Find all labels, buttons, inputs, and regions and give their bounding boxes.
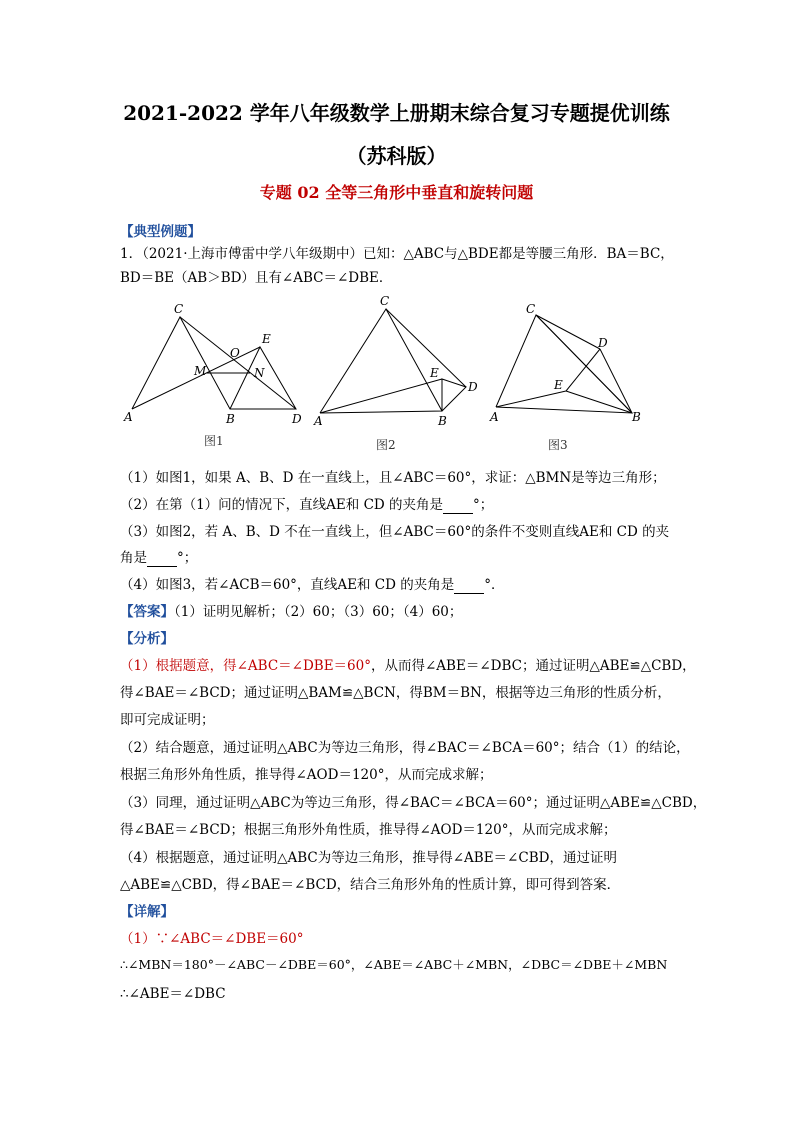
analysis-label: 【分析】 (120, 631, 174, 647)
problem-line-2: BD＝BE（AB＞BD）且有∠ABC＝∠DBE． (120, 270, 393, 286)
fig2-label-e: E (430, 366, 439, 380)
fig3-label-b: B (632, 410, 641, 424)
fig2-label-b: B (438, 414, 447, 428)
fig1-label-a: A (124, 410, 133, 424)
fig1-label-n: N (254, 366, 265, 380)
document-title-line1: 2021-2022 学年八年级数学上册期末综合复习专题提优训练 (123, 101, 670, 125)
question-4-text: （4）如图3，若∠ACB＝60°，直线AE和 CD 的夹角是 (120, 577, 455, 593)
analysis-1-line-3: 即可完成证明； (120, 712, 215, 728)
question-3-line-2 (120, 546, 197, 567)
answer-label: 【答案】 (120, 604, 174, 620)
figure-3-caption: 图3 (548, 438, 568, 452)
question-3-line-1: （3）如图2，若 A、B、D 不在一直线上，但∠ABC＝60°的条件不变则直线AE和 CD 的夹 (120, 524, 670, 540)
question-2-suffix: °； (473, 497, 494, 513)
analysis-2-line-2: 根据三角形外角性质，推导得∠AOD＝120°，从而完成求解； (120, 767, 493, 783)
detail-line-1: （1）∵∠ABC＝∠DBE＝60° (120, 931, 304, 947)
analysis-4-line-2: △ABE≌△CBD，得∠BAE＝∠BCD，结合三角形外角的性质计算，即可得到答案． (120, 877, 621, 893)
question-2-text: （2）在第（1）问的情况下，直线AE和 CD 的夹角是 (120, 497, 444, 513)
question-1: （1）如图1，如果 A、B、D 在一直线上，且∠ABC＝60°，求证：△BMN是等边三角形； (120, 470, 666, 486)
analysis-1-rest: ，从而得∠ABE＝∠DBC；通过证明△ABE≌△CBD， (371, 658, 696, 674)
analysis-3-line-2: 得∠BAE＝∠BCD；根据三角形外角性质，推导得∠AOD＝120°，从而完成求解； (120, 822, 617, 838)
answer-text: （1）证明见解析；（2）60；（3）60；（4）60； (174, 604, 463, 620)
fig1-label-o: O (230, 346, 240, 360)
fig1-label-e: E (262, 332, 271, 346)
answer-line (120, 600, 462, 620)
fig1-label-c: C (174, 302, 184, 316)
analysis-4-line-1: （4）根据题意，通过证明△ABC为等边三角形，推导得∠ABE＝∠CBD，通过证明 (120, 850, 617, 866)
document-title-line2: （苏科版） (346, 144, 447, 168)
fig1-label-b: B (226, 412, 235, 426)
fig2-label-c: C (380, 295, 390, 308)
figure-1 (132, 317, 296, 409)
detail-line-3: ∴∠ABE＝∠DBC (120, 986, 226, 1002)
fig1-label-d: D (292, 412, 302, 426)
analysis-1-line-2: 得∠BAE＝∠BCD；通过证明△BAM≌△BCN，得BM＝BN，根据等边三角形的性质分析， (120, 685, 671, 701)
figures-area (110, 295, 670, 460)
figure-3 (496, 315, 632, 413)
problem-line-1: 1．（2021·上海市傅雷中学八年级期中）已知：△ABC与△BDE都是等腰三角形．BA＝BC， (120, 246, 674, 262)
topic-subtitle: 专题 02 全等三角形中垂直和旋转问题 (259, 183, 534, 202)
fig3-label-e: E (554, 378, 563, 392)
question-4 (120, 573, 505, 594)
analysis-2-line-1: （2）结合题意，通过证明△ABC为等边三角形，得∠BAC＝∠BCA＝60°；结合（1）的结论， (120, 740, 690, 756)
question-4-suffix: °． (484, 577, 505, 593)
figure-1-caption: 图1 (204, 434, 224, 448)
question-3-suffix: °； (177, 550, 198, 566)
detail-label: 【详解】 (120, 904, 174, 920)
fig2-label-a: A (314, 414, 323, 428)
answer-blank-4[interactable] (454, 577, 484, 594)
answer-blank-2[interactable] (443, 497, 473, 514)
fig3-label-c: C (526, 302, 536, 316)
analysis-1-highlight: （1）根据题意，得∠ABC＝∠DBE＝60° (120, 658, 371, 674)
question-2 (120, 493, 493, 514)
answer-blank-3[interactable] (147, 550, 177, 567)
fig3-label-d: D (598, 336, 608, 350)
figure-2 (320, 309, 466, 413)
analysis-3-line-1: （3）同理，通过证明△ABC为等边三角形，得∠BAC＝∠BCA＝60°；通过证明△ABE≌△CBD， (120, 795, 707, 811)
fig3-label-a: A (490, 410, 499, 424)
analysis-1-line-1 (120, 654, 696, 674)
question-3-text: 角是 (120, 550, 147, 566)
figure-2-caption: 图2 (376, 438, 396, 452)
fig1-label-m: M (194, 364, 207, 378)
section-example-label: 【典型例题】 (120, 224, 201, 240)
detail-line-2: ∴∠MBN＝180°－∠ABC－∠DBE＝60°，∠ABE＝∠ABC＋∠MBN，∠DBC＝∠DBE＋∠MBN (120, 957, 668, 972)
fig2-label-d: D (468, 380, 478, 394)
